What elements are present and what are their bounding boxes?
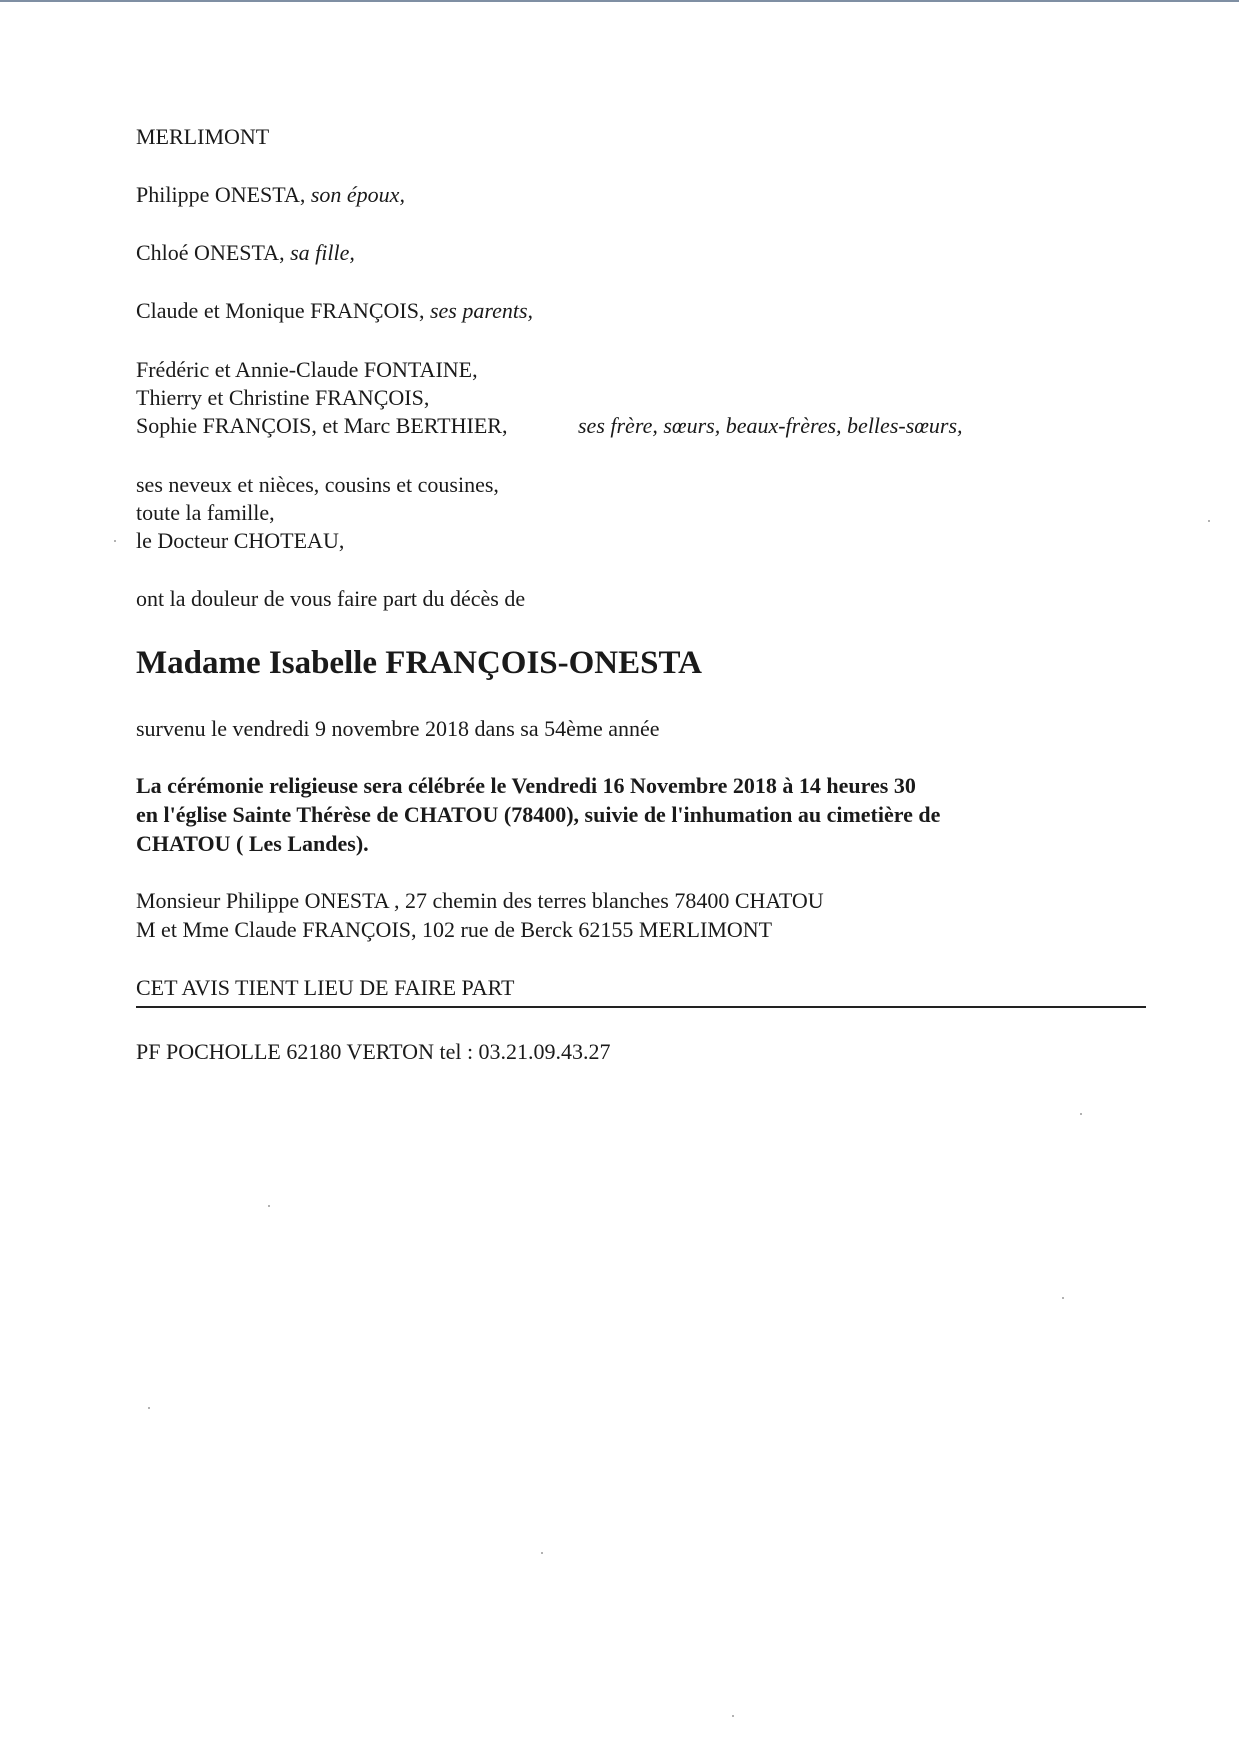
scan-top-edge — [0, 0, 1239, 2]
address-line: M et Mme Claude FRANÇOIS, 102 rue de Berck 62155 MERLIMONT — [136, 917, 773, 942]
siblings-relation: ses frère, sœurs, beaux-frères, belles-sœurs, — [578, 413, 963, 438]
scan-speck — [268, 1205, 270, 1207]
divider-rule — [136, 1006, 1146, 1008]
relatives-line: toute la famille, — [136, 500, 275, 525]
parents-relation: ses parents, — [429, 298, 534, 323]
relatives-line: le Docteur CHOTEAU, — [136, 528, 345, 553]
scan-speck — [114, 540, 116, 542]
daughter-relation: sa fille, — [290, 240, 355, 265]
ceremony-line: La cérémonie religieuse sera célébrée le Vendredi 16 Novembre 2018 à 14 heures 30 — [136, 773, 916, 798]
daughter-line — [136, 240, 355, 266]
spouse-relation: son époux, — [310, 182, 405, 207]
parents-line — [136, 298, 533, 324]
daughter-name: Chloé ONESTA, — [136, 240, 285, 265]
scan-speck — [1080, 1113, 1082, 1115]
ceremony-line: CHATOU ( Les Landes). — [136, 831, 369, 856]
announcement-line: ont la douleur de vous faire part du décès de — [136, 586, 526, 611]
scan-speck — [1062, 1297, 1064, 1299]
scan-speck — [541, 1552, 543, 1554]
scan-speck — [732, 1715, 734, 1717]
parents-name: Claude et Monique FRANÇOIS, — [136, 298, 425, 323]
ceremony-line: en l'église Sainte Thérèse de CHATOU (78400), suivie de l'inhumation au cimetière de — [136, 802, 941, 827]
funeral-home-line: PF POCHOLLE 62180 VERTON tel : 03.21.09.43.27 — [136, 1039, 611, 1064]
spouse-name: Philippe ONESTA, — [136, 182, 306, 207]
scan-speck — [148, 1407, 150, 1409]
notice-statement: CET AVIS TIENT LIEU DE FAIRE PART — [136, 975, 515, 1000]
sibling-line: Thierry et Christine FRANÇOIS, — [136, 385, 430, 410]
relatives-line: ses neveux et nièces, cousins et cousines, — [136, 472, 499, 497]
deceased-name: Madame Isabelle FRANÇOIS-ONESTA — [136, 645, 702, 681]
scan-speck — [1208, 520, 1210, 522]
spouse-line — [136, 182, 405, 208]
town-heading: MERLIMONT — [136, 124, 270, 149]
sibling-line: Sophie FRANÇOIS, et Marc BERTHIER, — [136, 413, 508, 438]
address-line: Monsieur Philippe ONESTA , 27 chemin des terres blanches 78400 CHATOU — [136, 888, 824, 913]
death-info: survenu le vendredi 9 novembre 2018 dans sa 54ème année — [136, 716, 660, 741]
sibling-line: Frédéric et Annie-Claude FONTAINE, — [136, 357, 478, 382]
